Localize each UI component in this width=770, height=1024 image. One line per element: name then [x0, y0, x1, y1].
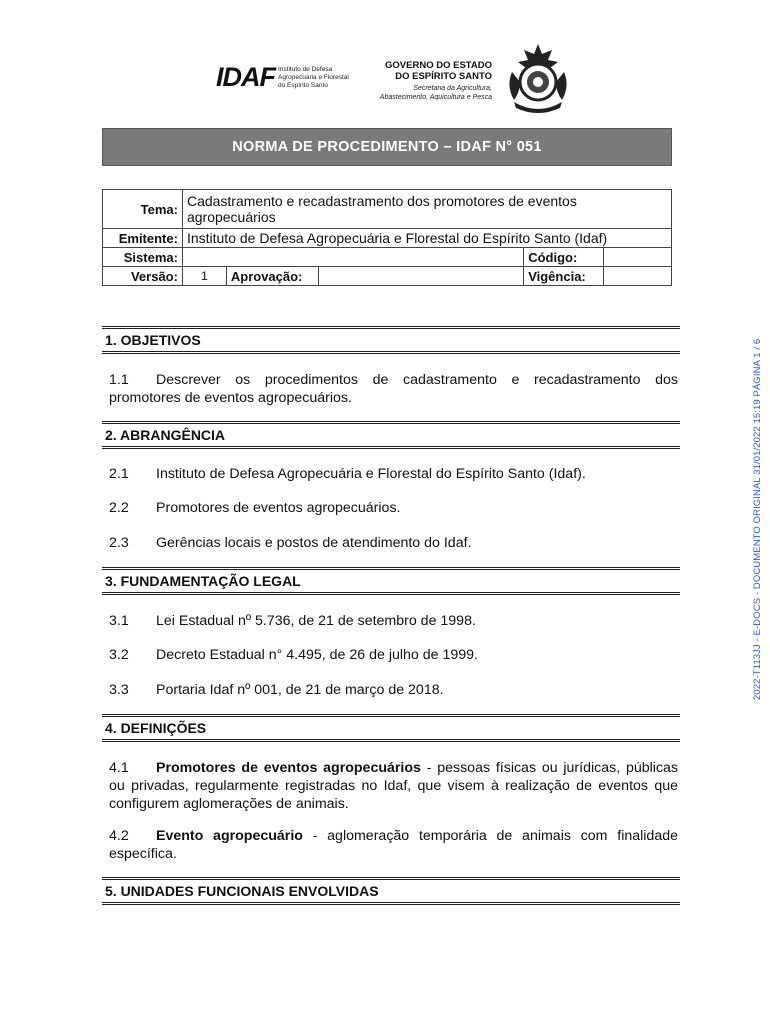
list-item: 3.2 Decreto Estadual n° 4.495, de 26 de julho de 1999.	[109, 647, 478, 663]
table-row	[103, 190, 672, 229]
paragraph-4-2: 4.2 Evento agropecuário - aglomeração temporária de animais com finalidade específica.	[109, 828, 678, 862]
paragraph-1-1: 1.1 Descrever os procedimentos de cadastramento e recadastramento dos promotores de eventos agropecuários.	[109, 372, 678, 406]
table-row	[103, 229, 672, 248]
document-info-table	[102, 189, 672, 286]
table-row	[103, 267, 672, 286]
emitente-value: Instituto de Defesa Agropecuária e Florestal do Espírito Santo (Idaf)	[182, 229, 671, 248]
section-heading-definicoes: 4. DEFINIÇÕES	[102, 714, 680, 742]
government-title: GOVERNO DO ESTADO DO ESPÍRITO SANTO	[385, 60, 492, 82]
item-number: 1.1	[109, 372, 129, 388]
list-item: 2.3 Gerências locais e postos de atendimento do Idaf.	[109, 535, 472, 551]
aprovacao-label: Aprovação:	[226, 267, 318, 286]
paragraph-4-1: 4.1 Promotores de eventos agropecuários - pessoas físicas ou jurídicas, públicas ou privadas, regularmente registradas no Idaf, que visem à realização de eventos que configurem aglomerações de animais.	[109, 760, 678, 812]
section-heading-unidades-funcionais: 5. UNIDADES FUNCIONAIS ENVOLVIDAS	[102, 877, 680, 905]
list-item: 2.2 Promotores de eventos agropecuários.	[109, 500, 401, 516]
vigencia-value	[604, 267, 672, 286]
emitente-label: Emitente:	[103, 229, 183, 248]
section-heading-objetivos: 1. OBJETIVOS	[102, 326, 680, 354]
list-item: 3.1 Lei Estadual nº 5.736, de 21 de setembro de 1998.	[109, 613, 476, 629]
idaf-subtitle: Instituto de Defesa Agropecuária e Florestal do Espírito Santo	[278, 66, 349, 89]
sistema-value	[182, 248, 523, 267]
codigo-label: Código:	[524, 248, 604, 267]
document-header	[0, 40, 770, 118]
aprovacao-value	[318, 267, 523, 286]
idaf-logo: IDAF	[216, 62, 275, 92]
coat-of-arms-icon	[500, 42, 576, 114]
vigencia-label: Vigência:	[524, 267, 604, 286]
tema-value: Cadastramento e recadastramento dos promotores de eventos agropecuários	[182, 190, 671, 229]
edocs-side-stamp: 2022-T113JJ - E-DOCS - DOCUMENTO ORIGINAL 31/01/2022 15:19 PÁGINA 1 / 6	[752, 338, 763, 700]
section-heading-fundamentacao-legal: 3. FUNDAMENTAÇÃO LEGAL	[102, 567, 680, 595]
document-title: NORMA DE PROCEDIMENTO – IDAF N° 051	[232, 139, 542, 155]
versao-label: Versão:	[103, 267, 183, 286]
list-item: 2.1 Instituto de Defesa Agropecuária e Florestal do Espírito Santo (Idaf).	[109, 466, 586, 482]
table-row	[103, 248, 672, 267]
tema-label: Tema:	[103, 190, 183, 229]
sistema-label: Sistema:	[103, 248, 183, 267]
definition-term: Evento agropecuário	[156, 828, 303, 844]
list-item: 3.3 Portaria Idaf nº 001, de 21 de março de 2018.	[109, 682, 444, 698]
document-title-bar	[102, 128, 672, 166]
section-heading-abrangencia: 2. ABRANGÊNCIA	[102, 421, 680, 449]
secretaria-subtitle: Secretaria da Agricultura, Abastecimento, Aquicultura e Pesca	[379, 85, 492, 101]
definition-term: Promotores de eventos agropecuários	[156, 760, 421, 776]
versao-value: 1	[182, 267, 226, 286]
government-block	[366, 60, 492, 102]
codigo-value	[604, 248, 672, 267]
